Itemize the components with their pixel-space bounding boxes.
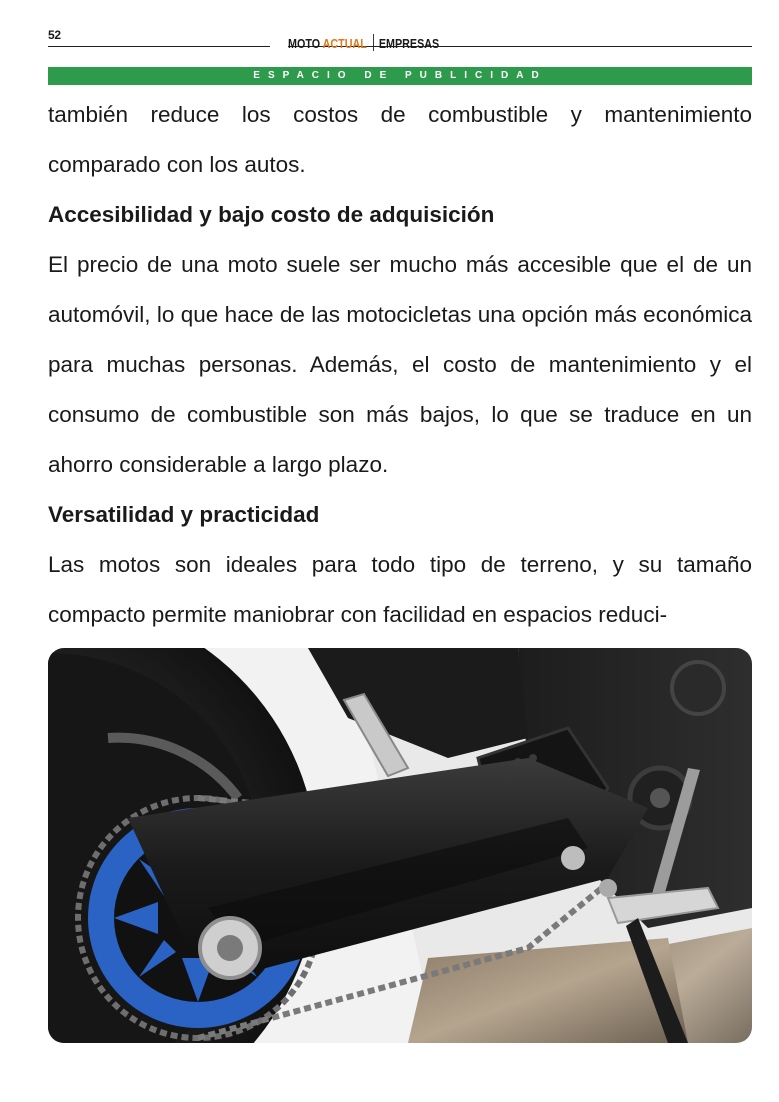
- paragraph-versatility: Las motos son ideales para todo tipo de terreno, y su tamaño compacto permite maniobrar con facilidad en espacios reduci-: [48, 552, 752, 627]
- paragraph-fuel-costs: también reduce los costos de combustible y mantenimiento comparado con los autos.: [48, 102, 752, 177]
- page-header: [48, 28, 752, 50]
- motorcycle-illustration: [48, 648, 752, 1043]
- header-rule-left: [48, 46, 270, 47]
- page-number: 52: [48, 28, 61, 42]
- motorcycle-rear-photo: [48, 648, 752, 1043]
- header-rule-right: [440, 46, 752, 47]
- brand-actual: ACTUAL: [322, 37, 367, 51]
- section-name: EMPRESAS: [378, 37, 440, 51]
- article-body: [48, 90, 752, 640]
- heading-versatility: Versatilidad y practicidad: [48, 502, 320, 527]
- heading-accessibility: Accesibilidad y bajo costo de adquisición: [48, 202, 495, 227]
- advertising-banner: ESPACIO DE PUBLICIDAD: [48, 67, 752, 85]
- brand-moto: MOTO: [288, 37, 321, 51]
- brand-separator: [373, 34, 374, 51]
- paragraph-accessibility: El precio de una moto suele ser mucho más accesible que el de un automóvil, lo que hace de las motocicletas una opción más económica para muchas personas. Además, el costo de mantenimiento y el consumo de combustible son más bajos, lo que se traduce en un ahorro considerable a largo plazo.: [48, 252, 752, 477]
- magazine-brand: [288, 34, 439, 51]
